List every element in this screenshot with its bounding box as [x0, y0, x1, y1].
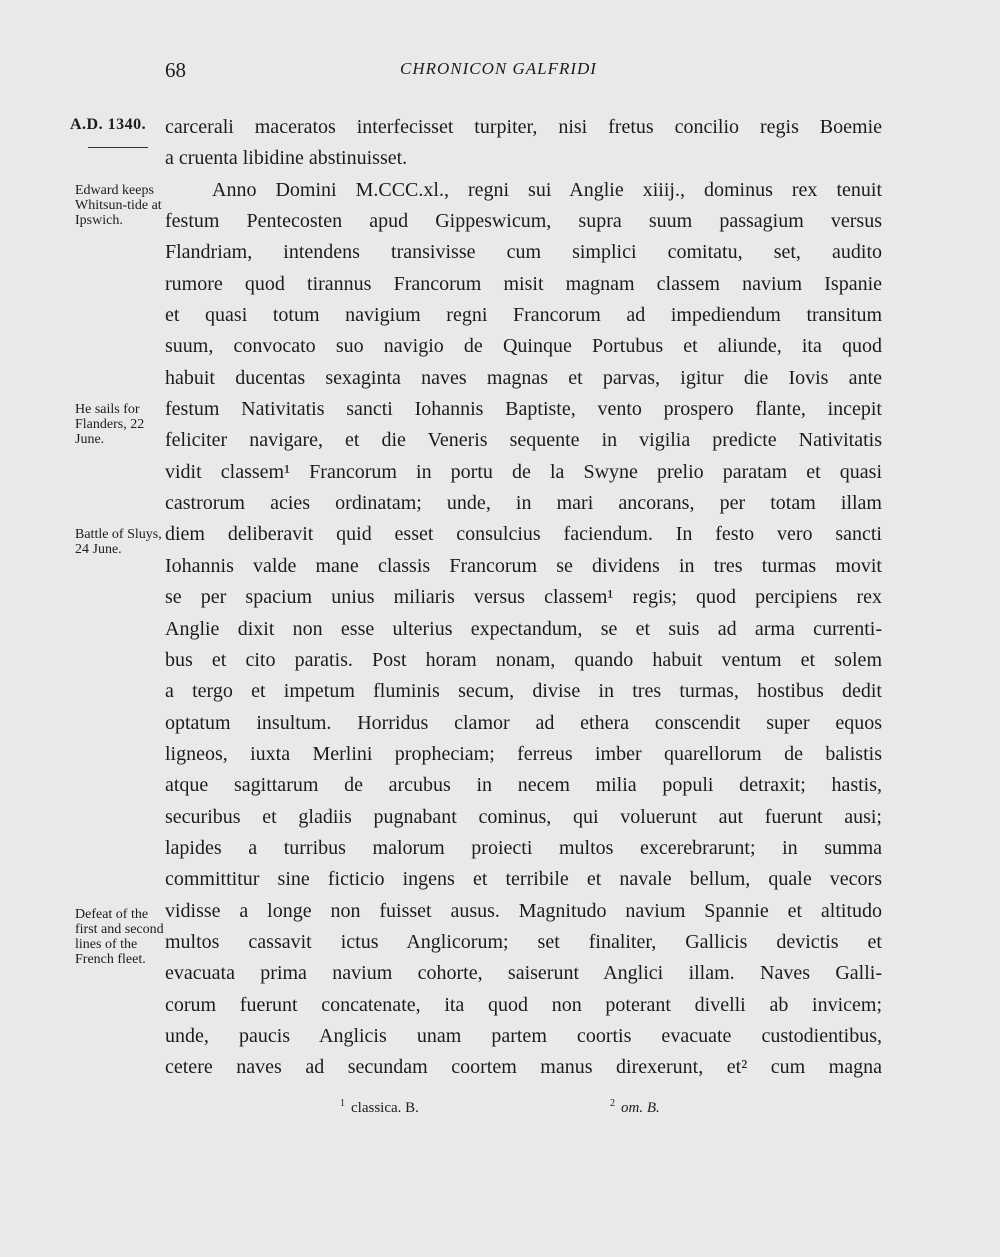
page-header — [0, 58, 1000, 88]
margin-note-sails-for-flanders: He sails for Flanders, 22 June. — [75, 402, 145, 447]
text-line: ligneos, iuxta Merlini propheciam; ferreus imber quarellorum de balistis — [165, 742, 882, 765]
text-line: festum Nativitatis sancti Iohannis Baptiste, vento prospero flante, incepit — [165, 398, 882, 421]
text-line: habuit ducentas sexaginta naves magnas et parvas, igitur die Iovis ante — [165, 366, 882, 389]
text-line: committitur sine ficticio ingens et terribile et navale bellum, quale vecors — [165, 868, 882, 891]
text-line: Anno Domini M.CCC.xl., regni sui Anglie xiiij., dominus rex tenuit — [212, 178, 882, 201]
text-line: multos cassavit ictus Anglicorum; set finaliter, Gallicis devictis et — [165, 930, 882, 953]
footnote-text: om. B. — [621, 1100, 660, 1116]
text-line: Iohannis valde mane classis Francorum se dividens in tres turmas movit — [165, 554, 882, 577]
text-line: et quasi totum navigium regni Francorum ad impediendum transitum — [165, 304, 882, 327]
text-line: se per spacium unius miliaris versus classem¹ regis; quod percipiens rex — [165, 586, 882, 609]
margin-note-battle-of-sluys: Battle of Sluys, 24 June. — [75, 527, 162, 557]
text-line: unde, paucis Anglicis unam partem coortis evacuate custodientibus, — [165, 1024, 882, 1047]
text-line: cetere naves ad secundam coortem manus direxerunt, et² cum magna — [165, 1056, 882, 1079]
text-line: evacuata prima navium cohorte, saiserunt Anglici illam. Naves Galli- — [165, 962, 882, 985]
text-line: diem deliberavit quid esset consulcius faciendum. In festo vero sancti — [165, 523, 882, 546]
text-line: rumore quod tirannus Francorum misit magnam classem navium Ispanie — [165, 272, 882, 295]
text-line: lapides a turribus malorum proiecti multos excerebrarunt; in summa — [165, 836, 882, 859]
text-line: Anglie dixit non esse ulterius expectandum, se et suis ad arma currenti- — [165, 617, 882, 640]
text-line: a cruenta libidine abstinuisset. — [165, 147, 408, 170]
footnote-1 — [340, 1098, 419, 1117]
footnote-mark: 2 — [610, 1098, 615, 1109]
text-line: optatum insultum. Horridus clamor ad ethera conscendit super equos — [165, 711, 882, 734]
text-line: suum, convocato suo navigio de Quinque Portubus et aliunde, ita quod — [165, 335, 882, 358]
text-line: vidit classem¹ Francorum in portu de la Swyne prelio paratam et quasi — [165, 460, 882, 483]
footnote-2 — [610, 1098, 660, 1117]
footnote-mark: 1 — [340, 1098, 345, 1109]
text-line: securibus et gladiis pugnabant cominus, qui voluerunt aut fuerunt ausi; — [165, 805, 882, 828]
margin-note-defeat-of-french-fleet: Defeat of the first and second lines of the French fleet. — [75, 907, 164, 967]
text-line: vidisse a longe non fuisset ausus. Magnitudo navium Spannie et altitudo — [165, 899, 882, 922]
footnote-text: classica. B. — [351, 1100, 419, 1116]
year-rule-divider — [88, 147, 148, 148]
year-sidenote: A.D. 1340. — [70, 116, 147, 133]
running-title: CHRONICON GALFRIDI — [400, 59, 597, 78]
text-line: castrorum acies ordinatam; unde, in mari ancorans, per totam illam — [165, 492, 882, 515]
text-line: bus et cito paratis. Post horam nonam, quando habuit ventum et solem — [165, 648, 882, 671]
text-line: carcerali maceratos interfecisset turpiter, nisi fretus concilio regis Boemie — [165, 116, 882, 138]
text-line: a tergo et impetum fluminis secum, divise in tres turmas, hostibus dedit — [165, 680, 882, 703]
main-text — [165, 112, 882, 1084]
text-line: atque sagittarum de arcubus in necem milia populi detraxit; hastis, — [165, 774, 882, 797]
text-line: Flandriam, intendens transivisse cum simplici comitatu, set, audito — [165, 241, 882, 264]
text-line: festum Pentecosten apud Gippeswicum, supra suum passagium versus — [165, 210, 882, 233]
text-line: feliciter navigare, et die Veneris sequente in vigilia predicte Nativitatis — [165, 429, 882, 452]
margin-note-whitsuntide: Edward keeps Whitsun-tide at Ipswich. — [75, 183, 162, 228]
text-line: corum fuerunt concatenate, ita quod non poterant divelli ab invicem; — [165, 993, 882, 1016]
page-number: 68 — [165, 58, 186, 82]
